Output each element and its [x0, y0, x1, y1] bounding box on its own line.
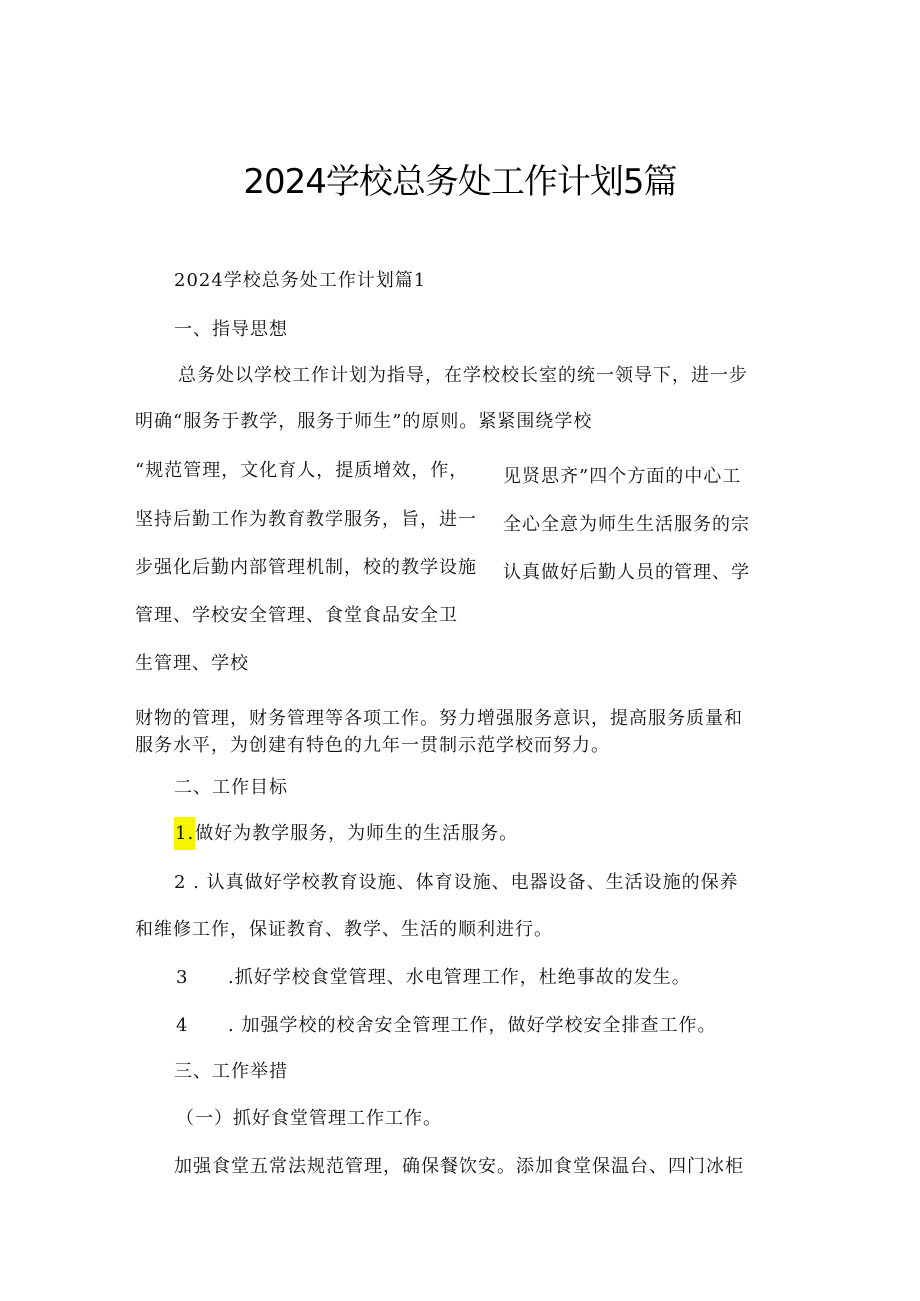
right-column-line: 全心全意为师生生活服务的宗	[503, 514, 750, 535]
goal-item-2: 2 . 认真做好学校教育设施、体育设施、电器设备、生活设施的保养	[174, 872, 739, 893]
section-heading-2: 二、工作目标	[174, 777, 288, 798]
paragraph-line: 总务处以学校工作计划为指导，在学校校长室的统一领导下，进一步	[178, 365, 748, 386]
goal-item-1	[174, 822, 518, 846]
left-column-line: 生管理、学校	[135, 653, 249, 674]
goal-text: 做好为教学服务，为师生的生活服务。	[195, 823, 519, 844]
right-column-line: 见贤思齐”四个方面的中心工	[503, 466, 742, 487]
goal-item-4: . 加强学校的校舍安全管理工作，做好学校安全排查工作。	[228, 1015, 717, 1036]
measure-heading-1: （一）抓好食堂管理工作工作。	[176, 1108, 442, 1129]
paragraph-line: 和维修工作，保证教育、教学、生活的顺利进行。	[135, 919, 553, 940]
document-title: 2024学校总务处工作计划5篇	[243, 162, 677, 202]
section-heading-1: 一、指导思想	[174, 319, 288, 340]
goal-number-highlight: 1.	[174, 817, 195, 850]
document-subtitle: 2024学校总务处工作计划篇1	[174, 270, 427, 291]
goal-item-3: .抓好学校食堂管理、水电管理工作，杜绝事故的发生。	[228, 967, 691, 988]
right-column-line: 认真做好后勤人员的管理、学	[503, 562, 750, 583]
left-column-line: “规范管理，文化育人，提质增效，作，	[135, 460, 469, 481]
section-heading-3: 三、工作举措	[174, 1061, 288, 1082]
goal-number: 4	[176, 1015, 189, 1036]
left-column-line: 坚持后勤工作为教育教学服务，旨，进一	[135, 509, 477, 530]
paragraph-line: 服务水平，为创建有特色的九年一贯制示范学校而努力。	[135, 735, 610, 756]
paragraph-line: 明确“服务于教学，服务于师生”的原则。紧紧围绕学校	[135, 411, 593, 432]
left-column-line: 管理、学校安全管理、食堂食品安全卫	[135, 605, 458, 626]
paragraph-line: 加强食堂五常法规范管理，确保餐饮安。添加食堂保温台、四门冰柜	[174, 1156, 744, 1177]
left-column-line: 步强化后勤内部管理机制，校的教学设施	[135, 557, 477, 578]
paragraph-line: 财物的管理，财务管理等各项工作。努力增强服务意识，提高服务质量和	[135, 708, 743, 729]
goal-number: 3	[176, 967, 189, 988]
